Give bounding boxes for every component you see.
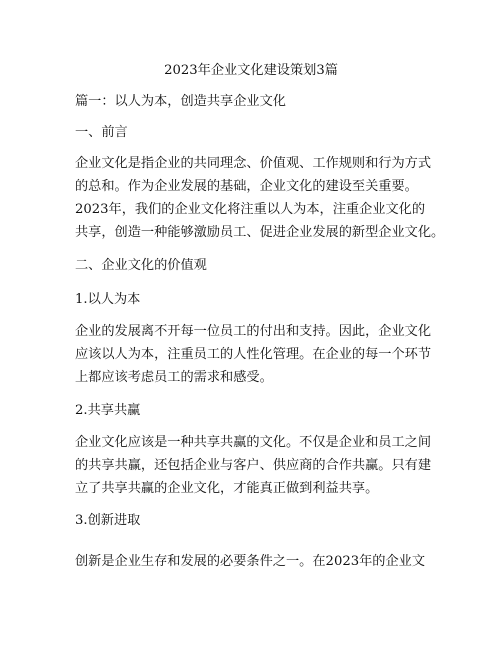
item-3-paragraph-line-1: 创新是企业生存和发展的必要条件之一。在2023年的企业文 bbox=[75, 554, 426, 569]
section-1-heading: 一、前言 bbox=[75, 125, 128, 140]
item-1-paragraph-line-2: 应该以人为本，注重员工的人性化管理。在企业的每一个环节 bbox=[75, 347, 432, 362]
section-1-paragraph-line-4: 共享，创造一种能够激励员工、促进企业发展的新型企业文化。 bbox=[75, 225, 445, 240]
item-3-heading: 3.创新进取 bbox=[75, 513, 141, 528]
item-2-paragraph-line-1: 企业文化应该是一种共享共赢的文化。不仅是企业和员工之间 bbox=[75, 435, 432, 450]
item-1-heading: 1.以人为本 bbox=[75, 292, 141, 307]
section-2-heading: 二、企业文化的价值观 bbox=[75, 258, 207, 273]
section-1-paragraph-line-1: 企业文化是指企业的共同理念、价值观、工作规则和行为方式 bbox=[75, 156, 432, 171]
item-2-paragraph-line-2: 的共享共赢，还包括企业与客户、供应商的合作共赢。只有建 bbox=[75, 458, 432, 473]
section-1-paragraph-line-3: 2023年，我们的企业文化将注重以人为本，注重企业文化的 bbox=[75, 202, 426, 217]
item-2-heading: 2.共享共赢 bbox=[75, 403, 141, 418]
item-1-paragraph-line-3: 上都应该考虑员工的需求和感受。 bbox=[75, 370, 273, 385]
section-1-paragraph-line-2: 的总和。作为企业发展的基础，企业文化的建设至关重要。 bbox=[75, 179, 418, 194]
item-2-paragraph-line-3: 立了共享共赢的企业文化，才能真正做到利益共享。 bbox=[75, 481, 379, 496]
document-title: 2023年企业文化建设策划3篇 bbox=[164, 63, 338, 78]
item-1-paragraph-line-1: 企业的发展离不开每一位员工的付出和支持。因此，企业文化 bbox=[75, 324, 432, 339]
document-subtitle: 篇一：以人为本，创造共享企业文化 bbox=[75, 94, 286, 109]
